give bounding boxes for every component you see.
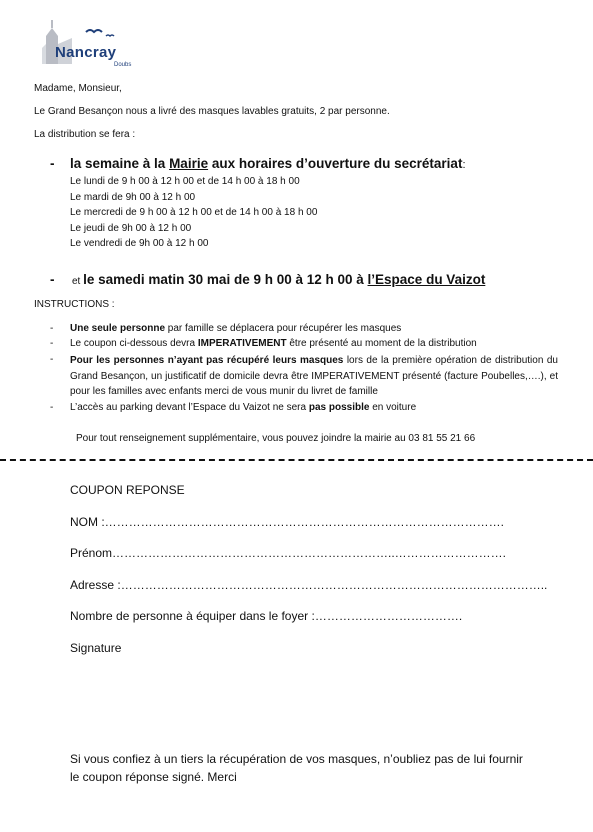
- instruction-bold: IMPERATIVEMENT: [197, 338, 287, 349]
- instruction-bold: pas possible: [308, 402, 370, 413]
- instruction-bold: Une seule personne: [70, 323, 166, 334]
- instructions-label: INSTRUCTIONS :: [34, 299, 115, 310]
- samedi-prefix: et: [72, 276, 84, 287]
- samedi-heading: [72, 271, 485, 291]
- schedule-line: Le mercredi de 9 h 00 à 12 h 00 et de 14 h 00 à 18 h 00: [70, 207, 318, 218]
- bullet-dash: -: [50, 402, 54, 413]
- instruction-text: par famille se déplacera pour récupérer les masques: [165, 323, 402, 334]
- mairie-colon: :: [462, 159, 466, 171]
- schedule-line: Le lundi de 9 h 00 à 12 h 00 et de 14 h 00 à 18 h 00: [70, 176, 300, 187]
- cut-line: [0, 459, 593, 461]
- bullet-dash: -: [50, 272, 55, 287]
- instruction-item: [70, 337, 477, 351]
- distribution-label: La distribution se fera :: [34, 129, 136, 140]
- intro-text: Le Grand Besançon nous a livré des masques lavables gratuits, 2 par personne.: [34, 106, 390, 117]
- coupon-note-line: Si vous confiez à un tiers la récupération de vos masques, n’oubliez pas de lui fournir: [70, 752, 523, 766]
- nom-field[interactable]: NOM :……………………………………………………………………………………….: [70, 515, 504, 529]
- schedule-line: Le mardi de 9h 00 à 12 h 00: [70, 192, 196, 203]
- instruction-text: Le coupon ci-dessous devra: [70, 338, 198, 349]
- prenom-field[interactable]: Prénom……………………………………………………………..……………………….: [70, 546, 507, 560]
- samedi-place: l’Espace du Vaizot: [367, 272, 486, 287]
- contact-line: Pour tout renseignement supplémentaire, vous pouvez joindre la mairie au 03 81 55 21 66: [76, 433, 476, 444]
- nombre-field[interactable]: Nombre de personne à équiper dans le foyer :……………………………….: [70, 609, 463, 623]
- logo-name: Nancray: [55, 44, 117, 61]
- samedi-main: le samedi matin 30 mai de 9 h 00 à 12 h 00 à: [83, 272, 368, 287]
- logo-sub: Doubs: [114, 62, 132, 68]
- mairie-place: Mairie: [169, 156, 209, 171]
- coupon-title: COUPON REPONSE: [70, 483, 185, 497]
- bullet-dash: -: [50, 156, 55, 171]
- instruction-text: lors de la première opération de distribution du Grand Besançon, un justificatif de domicile devra être IMPERATIVEMENT présenté (facture Poubelles,….), et pour les familles avec enfants merci de vous munir du livret de famille: [70, 355, 558, 397]
- schedule-line: Le jeudi de 9h 00 à 12 h 00: [70, 223, 192, 234]
- adresse-field[interactable]: Adresse :……………………………………………………………………………………………..: [70, 578, 548, 592]
- signature-label: Signature: [70, 641, 122, 655]
- greeting: Madame, Monsieur,: [34, 83, 122, 94]
- instruction-item: [70, 353, 558, 400]
- bullet-dash: -: [50, 323, 54, 334]
- schedule-line: Le vendredi de 9h 00 à 12 h 00: [70, 238, 209, 249]
- mairie-prefix: la semaine à la: [70, 156, 170, 171]
- nancray-logo: [38, 14, 138, 72]
- instruction-item: [70, 322, 401, 336]
- instruction-text: en voiture: [369, 402, 417, 413]
- mairie-suffix: aux horaires d’ouverture du secrétariat: [208, 156, 463, 171]
- mairie-heading: [70, 155, 466, 174]
- coupon-note-line: le coupon réponse signé. Merci: [70, 770, 237, 784]
- instruction-item: [70, 401, 416, 415]
- instruction-bold: Pour les personnes n’ayant pas récupéré leurs masques: [70, 355, 344, 366]
- bullet-dash: -: [50, 354, 54, 365]
- bullet-dash: -: [50, 338, 54, 349]
- instruction-text: être présenté au moment de la distribution: [286, 338, 477, 349]
- instruction-text: L’accès au parking devant l’Espace du Vaizot ne sera: [70, 402, 309, 413]
